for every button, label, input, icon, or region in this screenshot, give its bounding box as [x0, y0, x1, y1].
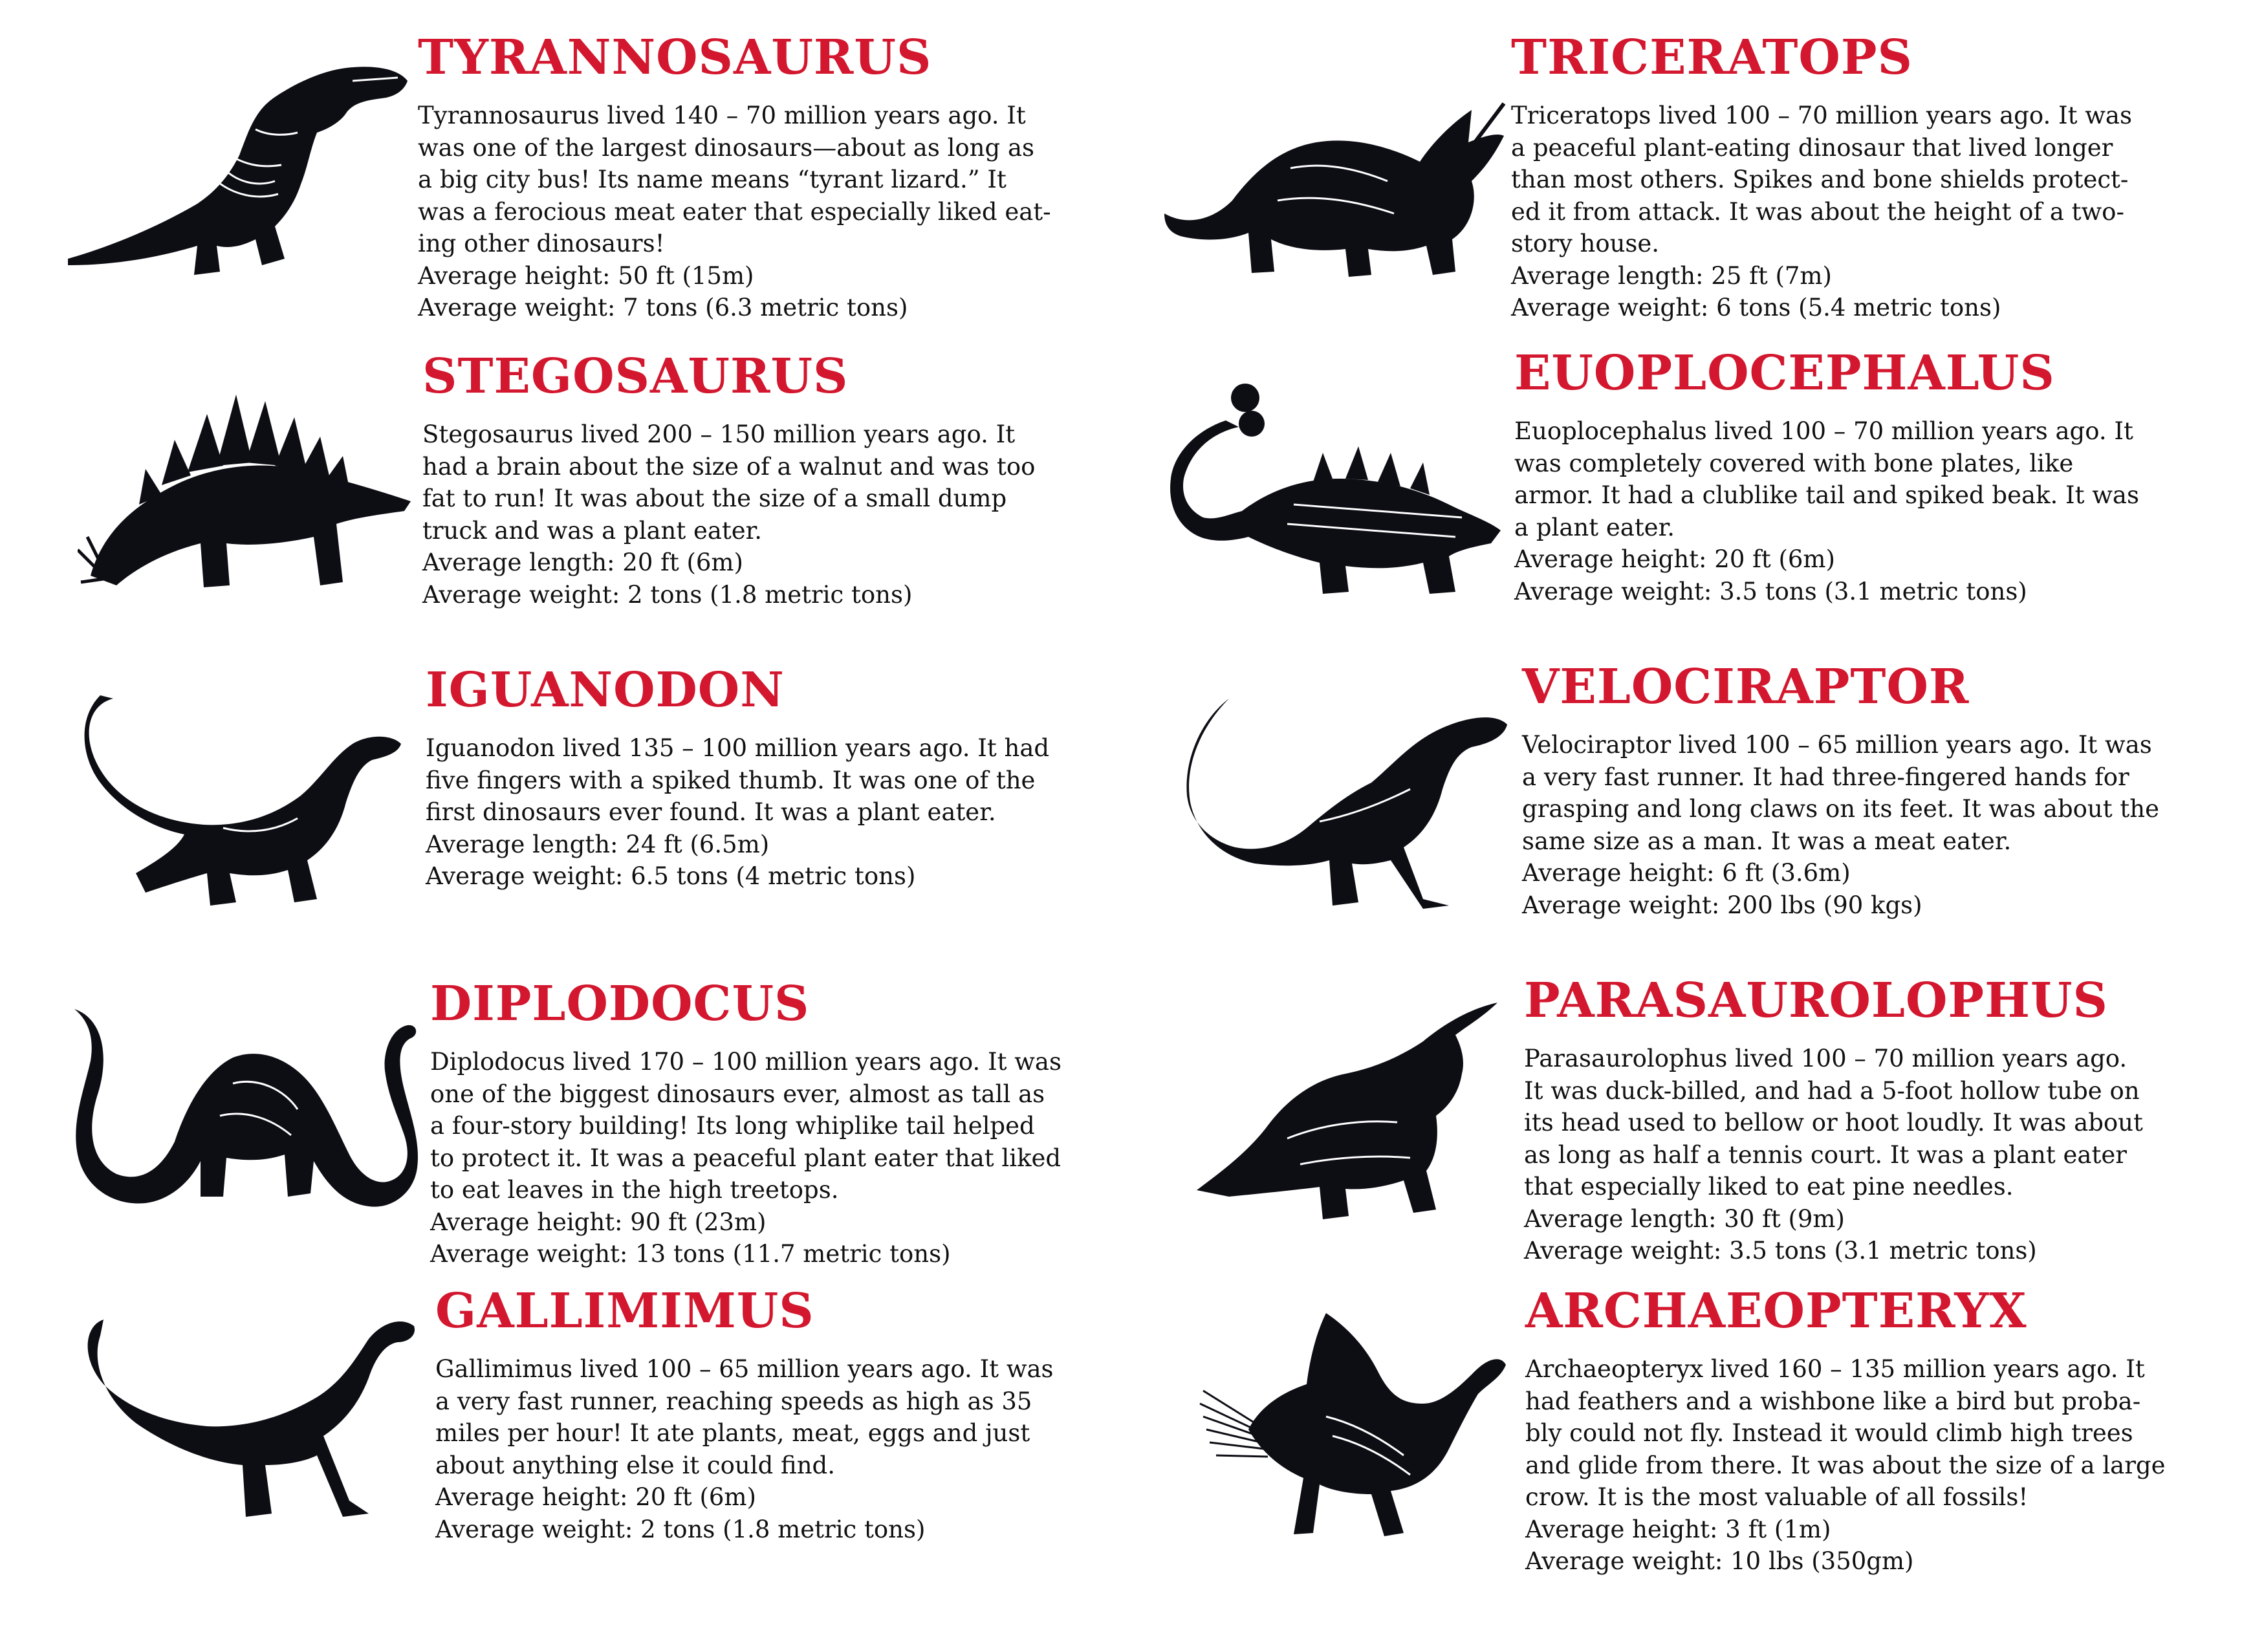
diplodocus-info: [430, 976, 1142, 1270]
dino-name: STEGOSAURUS: [422, 349, 849, 404]
dino-stat-1: Average length: 30 ft (9m): [1524, 1204, 1845, 1233]
velociraptor-illustration: [1177, 692, 1510, 912]
stegosaurus-info: [422, 349, 1134, 611]
gallimimus-illustration: [78, 1307, 420, 1539]
euoplocephalus-illustration: [1164, 382, 1507, 602]
dino-stat-2: Average weight: 200 lbs (90 kgs): [1522, 891, 1922, 919]
stegosaurus-illustration: [78, 362, 414, 602]
dino-name: ARCHAEOPTERYX: [1525, 1283, 2027, 1339]
dino-stat-1: Average height: 20 ft (6m): [1514, 545, 1835, 573]
dino-stat-2: Average weight: 10 lbs (350gm): [1525, 1547, 1914, 1575]
euoplocephalus-info: [1514, 345, 2258, 607]
tyrannosaurus-illustration: [61, 52, 411, 285]
dino-stat-2: Average weight: 6.5 tons (4 metric tons): [426, 862, 916, 890]
dino-name: GALLIMIMUS: [435, 1283, 814, 1339]
parasaurolophus-illustration: [1190, 996, 1501, 1229]
velociraptor-info: [1522, 659, 2264, 921]
archaeopteryx-info: [1525, 1283, 2264, 1578]
dino-description: Archaeopteryx lived 160 – 135 million years ago. It had feathers and a wishbone like a bird but proba- bly could not fly. Instead it would climb high trees and glide from there. It was about the size of a large crow. It is the most valuable of all fossils!: [1525, 1355, 2166, 1511]
dino-description: Iguanodon lived 135 – 100 million years ago. It had five fingers with a spiked thumb. It was one of the first dinosaurs ever found. It was a plant eater.: [426, 734, 1050, 826]
iguanodon-info: [426, 662, 1137, 893]
dino-stat-1: Average height: 3 ft (1m): [1525, 1515, 1831, 1543]
dino-description: Parasaurolophus lived 100 – 70 million years ago. It was duck-billed, and had a 5-foot hollow tube on its head used to bellow or hoot loudly. It was about as long as half a tennis court. It was a plant eater that especially liked to eat pine needles.: [1524, 1045, 2143, 1201]
dino-stat-2: Average weight: 2 tons (1.8 metric tons): [435, 1515, 926, 1543]
dino-name: VELOCIRAPTOR: [1522, 659, 1970, 715]
diplodocus-illustration: [65, 999, 420, 1219]
dino-name: DIPLODOCUS: [430, 976, 810, 1032]
dino-description: Triceratops lived 100 – 70 million years ago. It was a peaceful plant-eating dinosaur that lived longer than most others. Spikes and bone shields protect- ed it from attack. It was about the height of a two- story house.: [1511, 102, 2132, 257]
dino-stat-1: Average length: 25 ft (7m): [1511, 261, 1832, 290]
dino-stat-1: Average height: 6 ft (3.6m): [1522, 859, 1851, 887]
dino-stat-1: Average height: 90 ft (23m): [430, 1208, 767, 1236]
triceratops-info: [1511, 30, 2255, 324]
dino-stat-2: Average weight: 3.5 tons (3.1 metric tons): [1524, 1237, 2037, 1265]
dino-description: Euoplocephalus lived 100 – 70 million years ago. It was completely covered with bone plates, like armor. It had a clublike tail and spiked beak. It was a plant eater.: [1514, 417, 2139, 541]
dino-description: Stegosaurus lived 200 – 150 million years ago. It had a brain about the size of a walnut and was too fat to run! It was about the size of a small dump truck and was a plant eater.: [422, 420, 1036, 545]
archaeopteryx-illustration: [1197, 1307, 1507, 1552]
iguanodon-illustration: [74, 679, 404, 912]
gallimimus-info: [435, 1283, 1147, 1545]
parasaurolophus-info: [1524, 973, 2264, 1267]
tyrannosaurus-info: [418, 30, 1129, 324]
dino-stat-2: Average weight: 13 tons (11.7 metric tons): [430, 1240, 951, 1268]
dino-name: PARASAUROLOPHUS: [1524, 973, 2108, 1028]
dino-stat-2: Average weight: 7 tons (6.3 metric tons): [418, 294, 908, 321]
dino-description: Diplodocus lived 170 – 100 million years ago. It was one of the biggest dinosaurs ever, almost as tall as a four-story building! Its long whiplike tail helped to protect it. It was a peaceful plant eater that liked to eat leaves in the high treetops.: [430, 1048, 1061, 1204]
dino-stat-1: Average length: 20 ft (6m): [422, 549, 743, 576]
dino-stat-2: Average weight: 3.5 tons (3.1 metric tons): [1514, 577, 2027, 605]
triceratops-illustration: [1161, 71, 1507, 285]
dino-description: Gallimimus lived 100 – 65 million years ago. It was a very fast runner, reaching speeds as high as 35 miles per hour! It ate plants, meat, eggs and just about anything else it could find.: [435, 1355, 1054, 1479]
dino-name: IGUANODON: [426, 662, 785, 718]
dino-description: Tyrannosaurus lived 140 – 70 million years ago. It was one of the largest dinosaurs—about as long as a big city bus! Its name means “tyrant lizard.” It was a ferocious meat eater that especially liked eat- ing other dinosaurs!: [418, 102, 1051, 257]
dino-stat-1: Average height: 50 ft (15m): [418, 261, 754, 290]
dino-stat-1: Average length: 24 ft (6.5m): [426, 830, 770, 858]
dino-name: EUOPLOCEPHALUS: [1514, 345, 2055, 401]
dino-name: TYRANNOSAURUS: [418, 30, 932, 85]
dino-stat-1: Average height: 20 ft (6m): [435, 1483, 756, 1511]
dino-stat-2: Average weight: 2 tons (1.8 metric tons): [422, 580, 913, 609]
dino-stat-2: Average weight: 6 tons (5.4 metric tons): [1511, 294, 2001, 321]
dino-name: TRICERATOPS: [1511, 30, 1913, 85]
dino-description: Velociraptor lived 100 – 65 million years ago. It was a very fast runner. It had three-fingered hands for grasping and long claws on its feet. It was about the same size as a man. It was a meat eater.: [1522, 731, 2159, 855]
